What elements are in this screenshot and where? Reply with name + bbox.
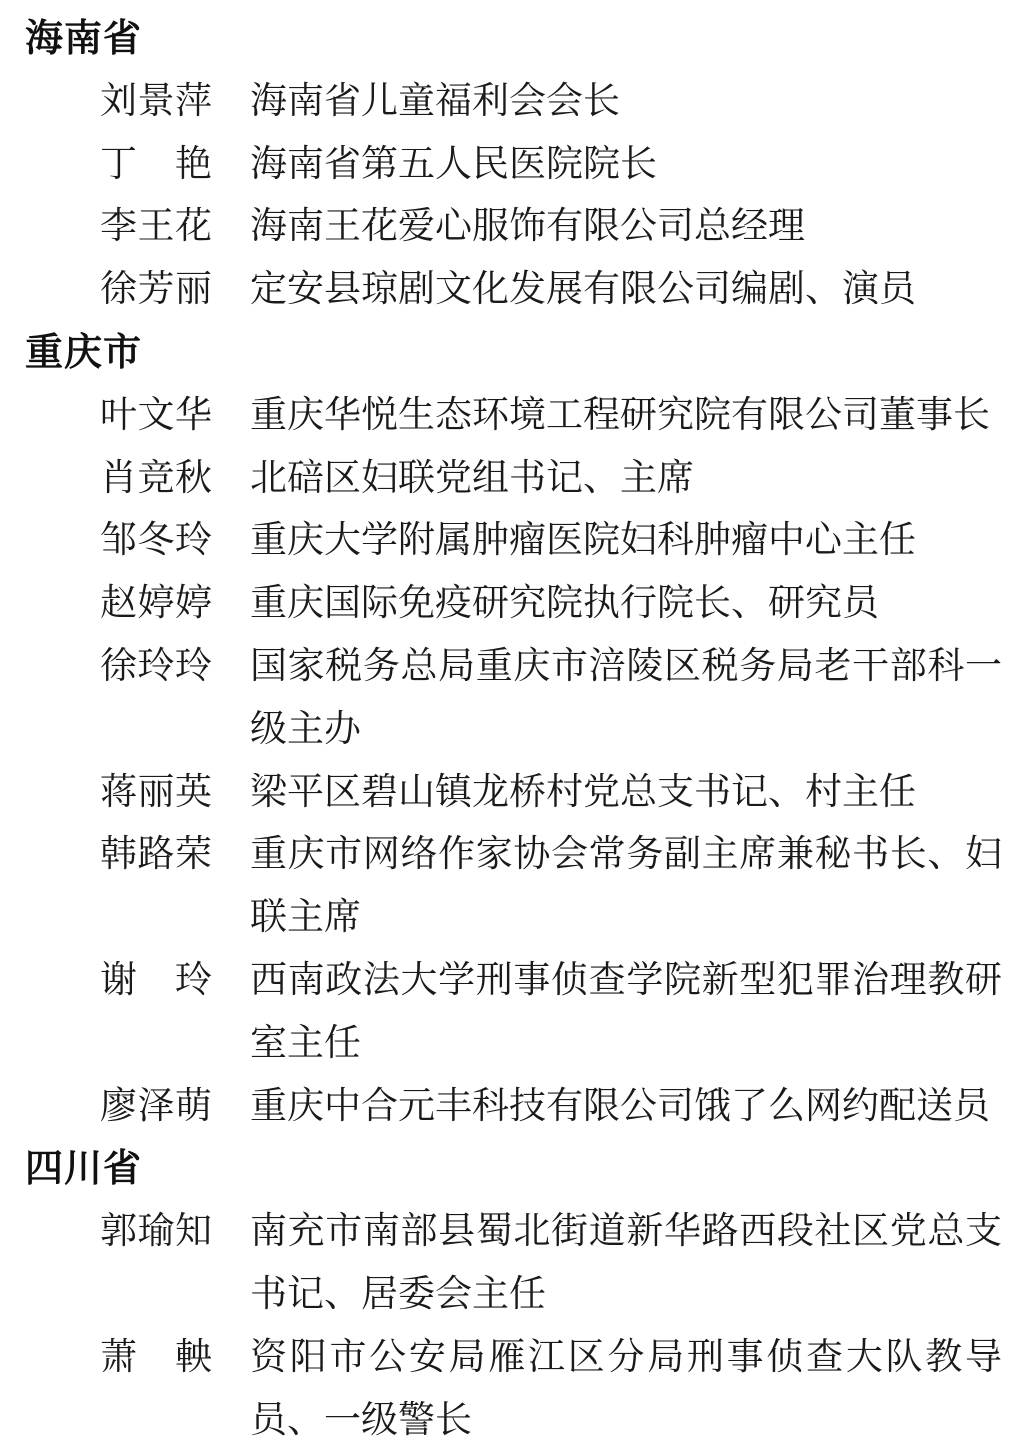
- honoree-title: 资阳市公安局雁江区分局刑事侦查大队教导员、一级警长: [250, 1336, 1002, 1441]
- province-header: 四川省: [25, 1148, 143, 1191]
- honoree-name: 郭瑜知: [100, 1211, 212, 1253]
- honoree-title: 国家税务总局重庆市涪陵区税务局老干部科一级主办: [250, 645, 1002, 750]
- honoree-name: 邹冬玲: [100, 520, 212, 562]
- honoree-name: 韩路荣: [100, 834, 212, 876]
- honoree-name: 叶文华: [100, 394, 212, 436]
- honoree-row: [100, 824, 1002, 950]
- honoree-name: 丁艳: [100, 143, 212, 185]
- honoree-row: [100, 950, 1002, 1076]
- province-header: 海南省: [25, 18, 143, 60]
- honoree-title: 重庆国际免疫研究院执行院长、研究员: [250, 583, 879, 625]
- honoree-name: 刘景萍: [100, 80, 212, 122]
- honoree-name: 萧軮: [100, 1336, 212, 1378]
- province-section: [25, 8, 1002, 322]
- honoree-name: 徐芳丽: [100, 269, 212, 311]
- province-section: [25, 322, 1002, 1138]
- honoree-title: 重庆市网络作家协会常务副主席兼秘书长、妇联主席: [250, 834, 1002, 939]
- honoree-row: [100, 636, 1002, 762]
- honoree-row: [100, 196, 1002, 259]
- honoree-title: 海南省儿童福利会会长: [250, 80, 620, 122]
- honoree-row: [100, 510, 1002, 573]
- province-section: [25, 1138, 1002, 1452]
- honoree-name: 蒋丽英: [100, 771, 212, 813]
- honoree-title: 重庆大学附属肿瘤医院妇科肿瘤中心主任: [250, 520, 916, 562]
- honoree-name: 李王花: [100, 206, 212, 248]
- honoree-row: [100, 1327, 1002, 1453]
- honoree-row: [100, 385, 1002, 448]
- honoree-row: [100, 134, 1002, 197]
- honoree-name: 赵婷婷: [100, 583, 212, 625]
- honoree-row: [100, 448, 1002, 511]
- honoree-title: 南充市南部县蜀北街道新华路西段社区党总支书记、居委会主任: [250, 1211, 1002, 1315]
- honoree-title: 北碚区妇联党组书记、主席: [250, 457, 694, 499]
- honoree-row: [100, 573, 1002, 636]
- honoree-row: [100, 71, 1002, 134]
- honoree-list: [25, 8, 1002, 1452]
- honoree-title: 梁平区碧山镇龙桥村党总支书记、村主任: [250, 771, 916, 813]
- honoree-title: 定安县琼剧文化发展有限公司编剧、演员: [250, 269, 916, 311]
- honoree-title: 重庆中合元丰科技有限公司饿了么网约配送员: [250, 1085, 990, 1127]
- honoree-name: 肖竞秋: [100, 457, 212, 499]
- honoree-title: 海南王花爱心服饰有限公司总经理: [250, 206, 805, 248]
- honoree-title: 重庆华悦生态环境工程研究院有限公司董事长: [250, 394, 990, 436]
- honoree-row: [100, 259, 1002, 322]
- honoree-title: 西南政法大学刑事侦查学院新型犯罪治理教研室主任: [250, 959, 1002, 1064]
- honoree-row: [100, 762, 1002, 825]
- honoree-row: [100, 1076, 1002, 1139]
- province-header: 重庆市: [25, 331, 143, 374]
- honoree-row: [100, 1201, 1002, 1327]
- honoree-title: 海南省第五人民医院院长: [250, 143, 657, 185]
- honoree-name: 谢玲: [100, 959, 212, 1001]
- honoree-name: 廖泽萌: [100, 1085, 212, 1127]
- honoree-name: 徐玲玲: [100, 645, 212, 687]
